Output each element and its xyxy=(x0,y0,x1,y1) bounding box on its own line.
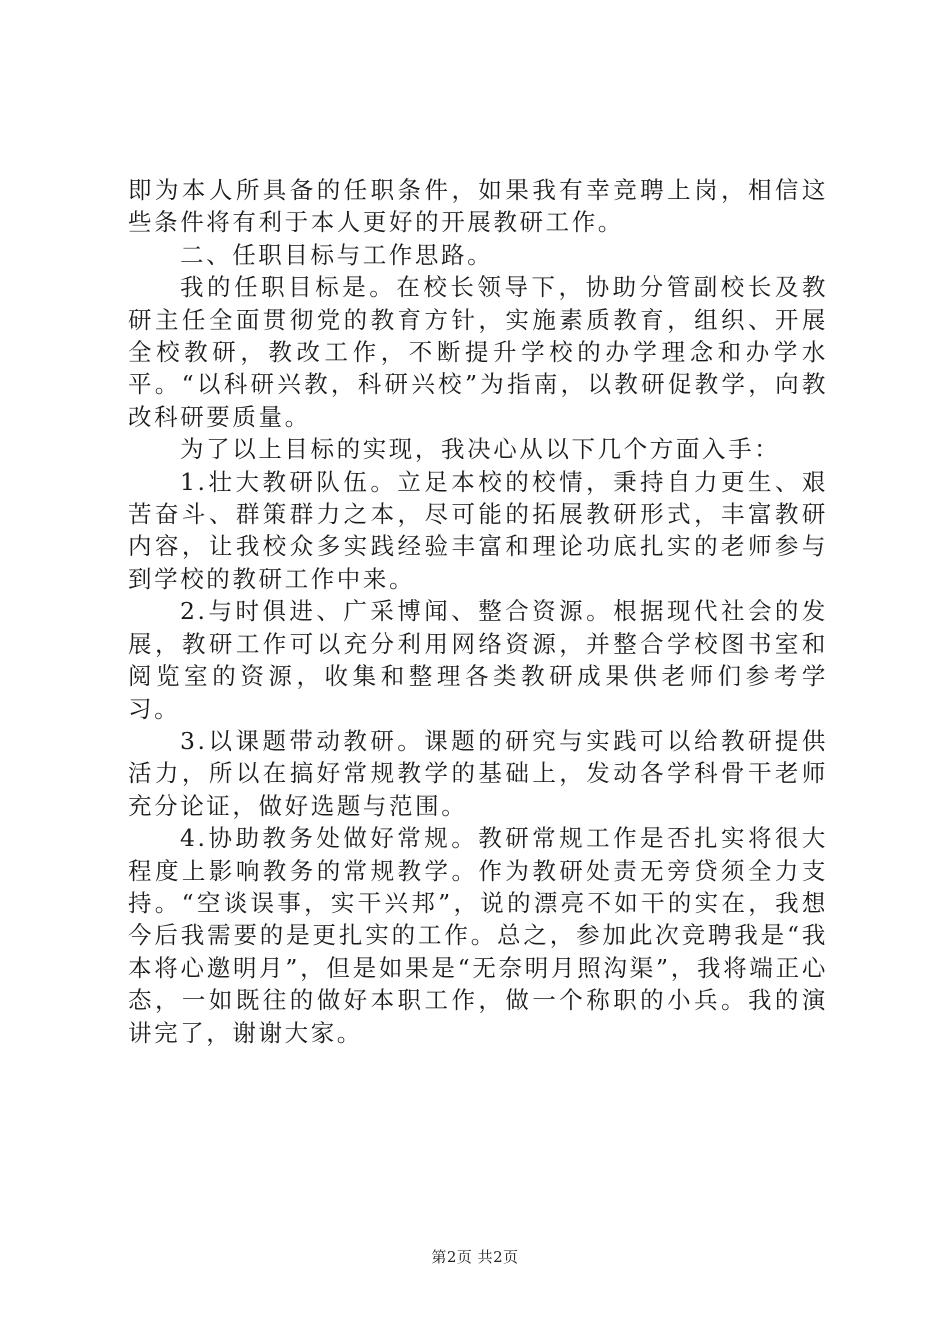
document-body xyxy=(128,174,828,1049)
section-heading: 二、任职目标与工作思路。 xyxy=(180,240,494,269)
list-item-2: 2.与时俱进、广采博闻、整合资源。根据现代社会的发展，教研工作可以充分利用网络资源，并整合学校图书室和阅览室的资源，收集和整理各类教研成果供老师们参考学习。 xyxy=(128,597,828,723)
list-item-3: 3.以课题带动教研。课题的研究与实践可以给教研提供活力，所以在搞好常规教学的基础上，发动各学科骨干老师充分论证，做好选题与范围。 xyxy=(128,726,828,820)
paragraph-intro: 为了以上目标的实现，我决心从以下几个方面入手： xyxy=(180,435,781,464)
page-number-footer: 第2页 共2页 xyxy=(431,1248,519,1266)
paragraph-continuation: 即为本人所具备的任职条件，如果我有幸竞聘上岗，相信这些条件将有利于本人更好的开展教研工作。 xyxy=(128,176,828,237)
list-item-4: 4.协助教务处做好常规。教研常规工作是否扎实将很大程度上影响教务的常规教学。作为教研处责无旁贷须全力支持。“空谈误事，实干兴邦”，说的漂亮不如干的实在，我想今后我需要的是更扎实的工作。总之，参加此次竞聘我是“我本将心邀明月”，但是如果是“无奈明月照沟渠”，我将端正心态，一如既往的做好本职工作，做一个称职的小兵。我的演讲完了，谢谢大家。 xyxy=(128,824,828,1047)
paragraph-goal: 我的任职目标是。在校长领导下，协助分管副校长及教研主任全面贯彻党的教育方针，实施素质教育，组织、开展全校教研，教改工作，不断提升学校的办学理念和办学水平。“以科研兴教，科研兴校”为指南，以教研促教学，向教改科研要质量。 xyxy=(128,273,828,431)
list-item-1: 1.壮大教研队伍。立足本校的校情，秉持自力更生、艰苦奋斗、群策群力之本，尽可能的拓展教研形式，丰富教研内容，让我校众多实践经验丰富和理论功底扎实的老师参与到学校的教研工作中来。 xyxy=(128,467,828,593)
